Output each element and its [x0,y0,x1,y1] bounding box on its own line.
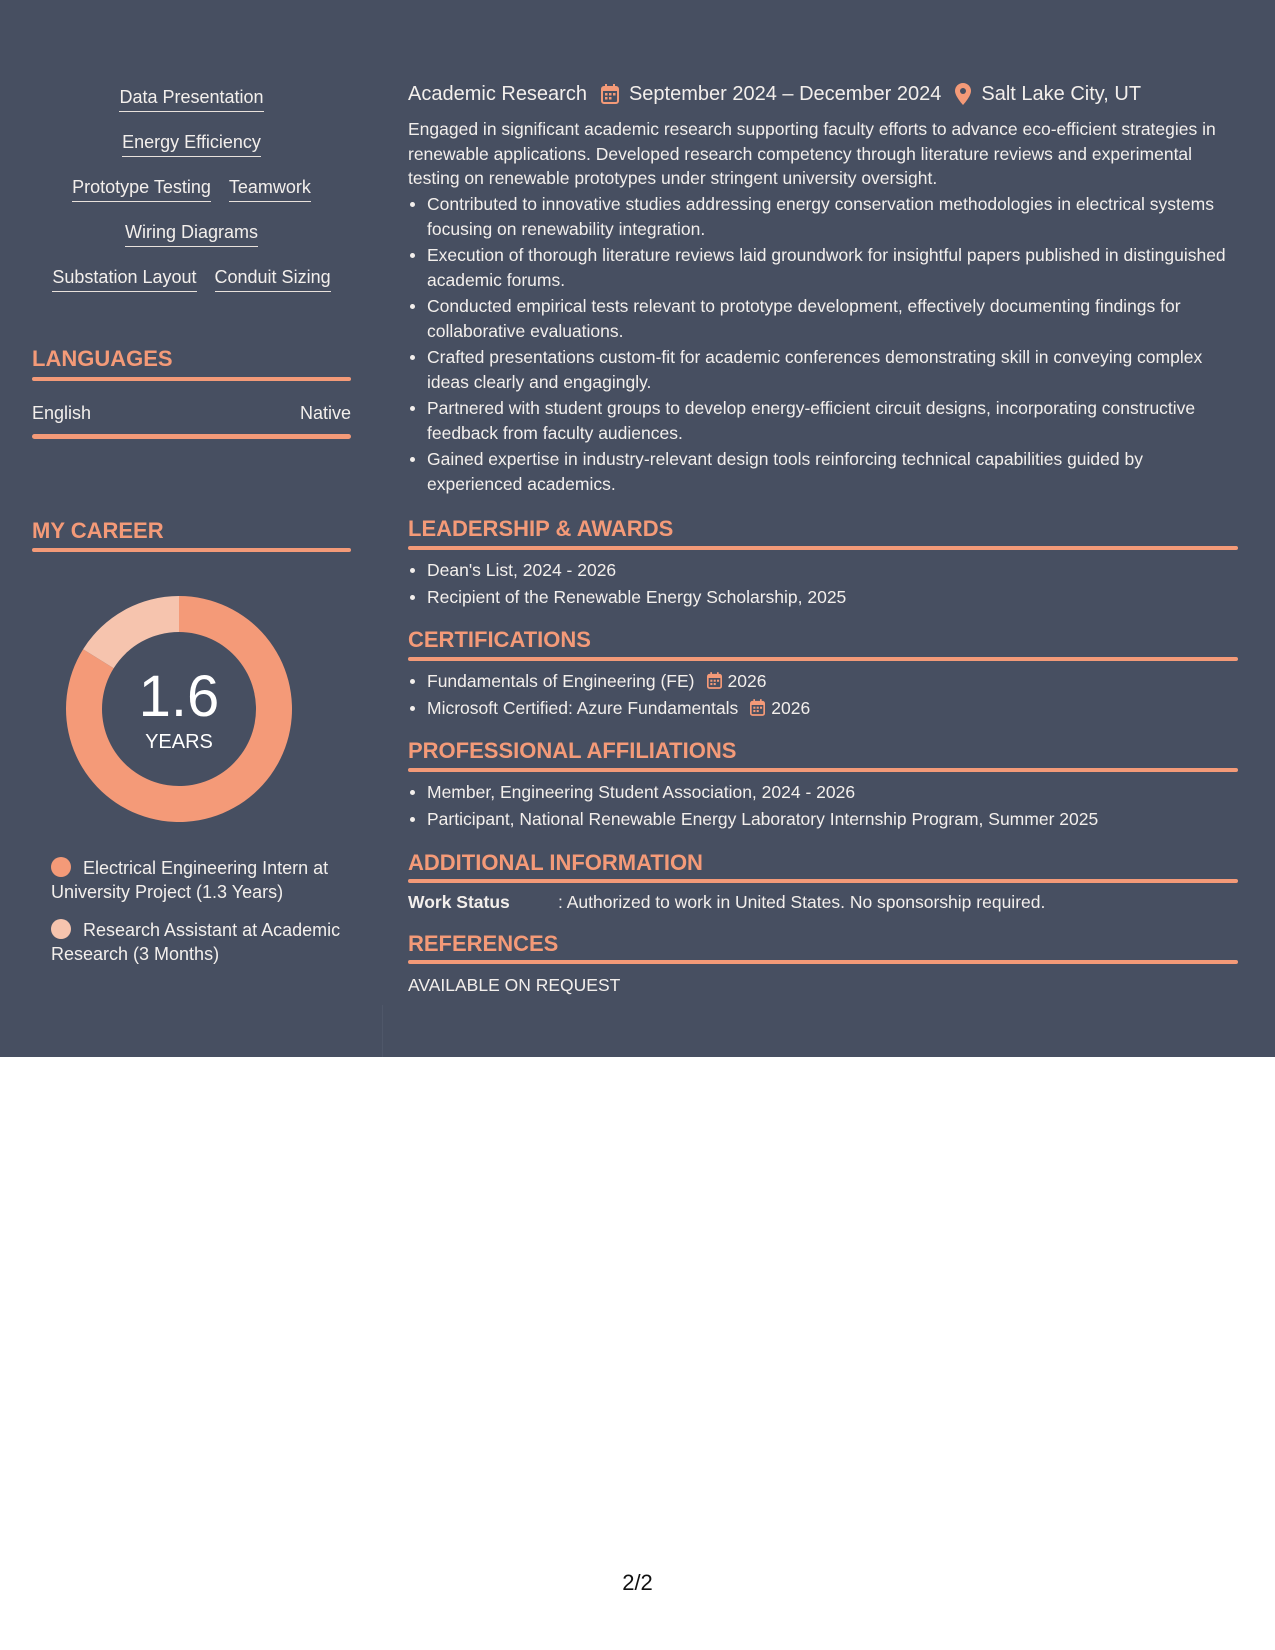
work-status [408,890,1045,914]
job-bullets [408,192,1238,498]
calendar-icon [601,84,619,104]
career-legend-label: Research Assistant at Academic Research (3 Months) [51,920,341,964]
references-text: AVAILABLE ON REQUEST [408,975,621,995]
skill-row [32,266,351,311]
certification-item [408,669,1238,694]
career-heading: MY CAREER [32,518,164,543]
certification-name: Microsoft Certified: Azure Fundamentals [427,697,739,718]
work-status-label: Work Status [408,892,510,912]
skill-row [32,176,351,221]
calendar-icon [750,699,765,716]
leadership-list [408,558,1238,611]
calendar-icon [707,672,722,689]
section-rule [408,546,1238,550]
map-pin-icon [955,83,971,105]
language-item [32,402,351,424]
list-item: Dean's List, 2024 - 2026 [408,558,1238,583]
job-company: Academic Research [408,83,587,105]
donut-segment-2 [83,596,179,668]
skill-tag: Teamwork [229,176,311,202]
affiliations-list [408,780,1238,833]
work-status-value: : Authorized to work in United States. No sponsorship required. [558,892,1046,912]
leadership-heading: LEADERSHIP & AWARDS [408,516,674,541]
column-divider [382,1005,383,1057]
certification-item [408,696,1238,721]
career-legend-item [51,856,351,904]
list-item: Crafted presentations custom-fit for academic conferences demonstrating skill in conveying complex ideas clearly and engagingly. [408,345,1238,394]
career-legend-label: Electrical Engineering Intern at University Project (1.3 Years) [51,858,329,902]
section-rule [32,548,351,552]
certification-year: 2026 [771,697,811,718]
skill-tag: Wiring Diagrams [125,221,258,247]
section-rule [408,879,1238,883]
skill-tag: Energy Efficiency [122,131,261,157]
job-header [408,82,1141,106]
career-legend-item [51,918,351,966]
list-item: Recipient of the Renewable Energy Scholarship, 2025 [408,585,1238,610]
list-item: Partnered with student groups to develop energy-efficient circuit designs, incorporating constructive feedback from faculty audiences. [408,396,1238,445]
page-number: 2/2 [622,1570,653,1595]
skill-tag: Data Presentation [119,86,263,112]
certification-year: 2026 [727,671,767,691]
skills-list [32,86,351,311]
references-heading: REFERENCES [408,931,559,956]
legend-dot [51,919,71,939]
skill-tag: Substation Layout [52,266,196,292]
career-unit: YEARS [145,731,213,753]
skill-row [32,221,351,266]
job-description: Engaged in significant academic research supporting faculty efforts to advance eco-efficient strategies in renewable applications. Developed research competency through literature reviews and experimental testing on renewable prototypes under stringent university oversight. [408,119,1216,188]
language-level: Native [299,403,351,423]
list-item: Gained expertise in industry-relevant design tools reinforcing technical capabilities guided by experienced academics. [408,447,1238,496]
certifications-list [408,669,1238,722]
job-dates: September 2024 – December 2024 [628,83,942,105]
career-donut-chart [66,596,292,822]
list-item: Participant, National Renewable Energy Laboratory Internship Program, Summer 2025 [408,807,1238,832]
section-rule [408,657,1238,661]
list-item: Contributed to innovative studies addressing energy conservation methodologies in electrical systems focusing on renewability integration. [408,192,1238,241]
section-rule [408,768,1238,772]
skill-tag: Prototype Testing [72,176,211,202]
language-level-bar [32,434,351,439]
skill-row [32,86,351,131]
language-name: English [32,403,92,423]
list-item: Execution of thorough literature reviews laid groundwork for insightful papers published in distinguished academic forums. [408,243,1238,292]
languages-heading: LANGUAGES [32,346,173,371]
career-total: 1.6 [138,664,220,729]
affiliations-heading: PROFESSIONAL AFFILIATIONS [408,738,737,763]
skill-row [32,131,351,176]
section-rule [408,960,1238,964]
certifications-heading: CERTIFICATIONS [408,627,591,652]
skill-tag: Conduit Sizing [215,266,331,292]
additional-info-heading: ADDITIONAL INFORMATION [408,850,703,875]
list-item: Conducted empirical tests relevant to prototype development, effectively documenting findings for collaborative evaluations. [408,294,1238,343]
section-rule [32,377,351,381]
job-location: Salt Lake City, UT [981,83,1142,105]
legend-dot [51,857,71,877]
certification-name: Fundamentals of Engineering (FE) [427,671,695,691]
list-item: Member, Engineering Student Association, 2024 - 2026 [408,780,1238,805]
